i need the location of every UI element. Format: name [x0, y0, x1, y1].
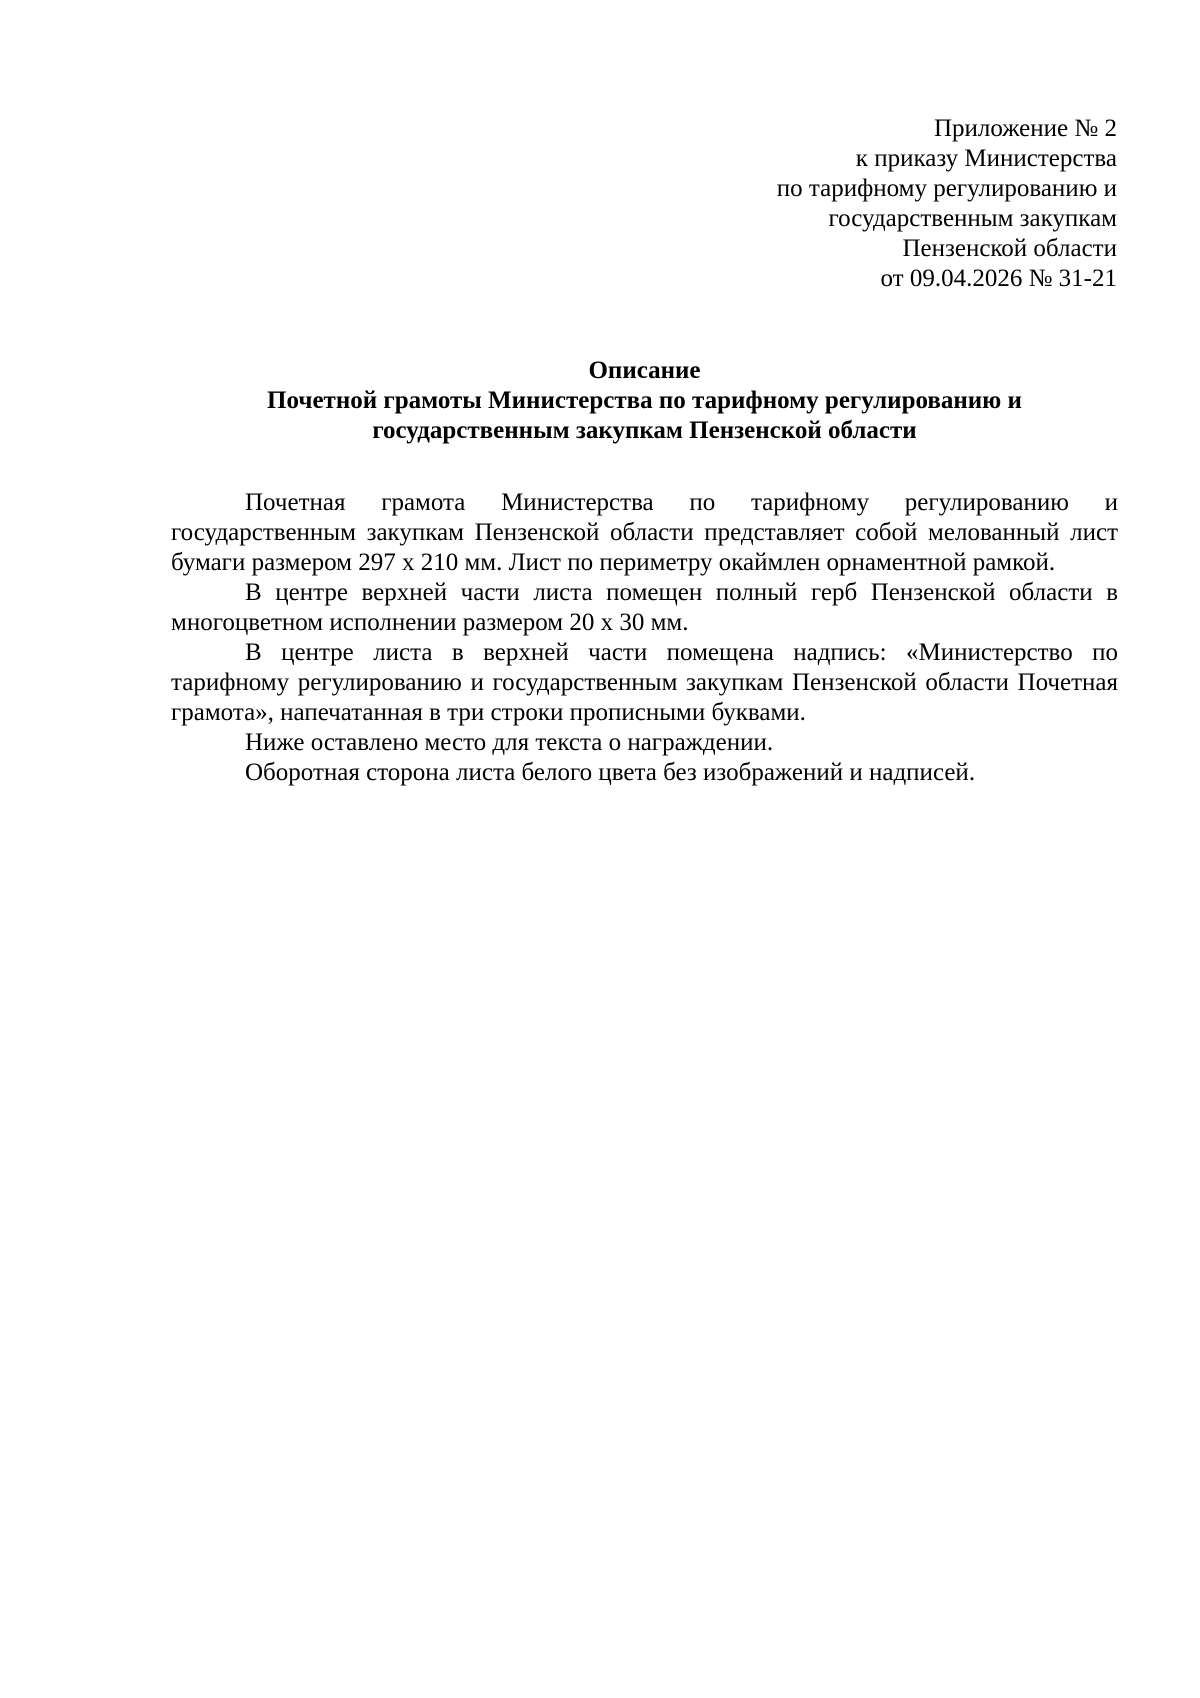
body-paragraph: Оборотная сторона листа белого цвета без изображений и надписей.	[245, 759, 976, 786]
title-line: Почетной грамоты Министерства по тарифному регулированию и	[267, 387, 1022, 414]
appendix-line: Приложение № 2	[933, 115, 1117, 142]
body-paragraph: Почетная грамота Министерства по тарифному регулированию и государственным закупкам Пензенской области представляет собой мелованный лист бумаги размером 297 х 210 мм. Лист по периметру окаймлен орнаментной рамкой.	[171, 489, 1118, 576]
appendix-line: государственным закупкам	[828, 205, 1117, 232]
title-line: государственным закупкам Пензенской области	[372, 417, 917, 444]
appendix-line: по тарифному регулированию и	[776, 175, 1117, 202]
body-paragraph: Ниже оставлено место для текста о награждении.	[245, 729, 774, 756]
body-paragraph: В центре листа в верхней части помещена надпись: «Министерство по тарифному регулированию и государственным закупкам Пензенской области Почетная грамота», напечатанная в три строки прописными буквами.	[171, 639, 1118, 726]
appendix-line: от 09.04.2026 № 31-21	[880, 265, 1117, 292]
body-paragraph: В центре верхней части листа помещен полный герб Пензенской области в многоцветном исполнении размером 20 х 30 мм.	[171, 579, 1118, 636]
appendix-header	[777, 114, 1117, 294]
title-line: Описание	[588, 357, 701, 384]
document-body	[171, 488, 1118, 788]
appendix-line: к приказу Министерства	[855, 145, 1117, 172]
appendix-line: Пензенской области	[902, 235, 1117, 262]
document-title	[171, 356, 1118, 446]
